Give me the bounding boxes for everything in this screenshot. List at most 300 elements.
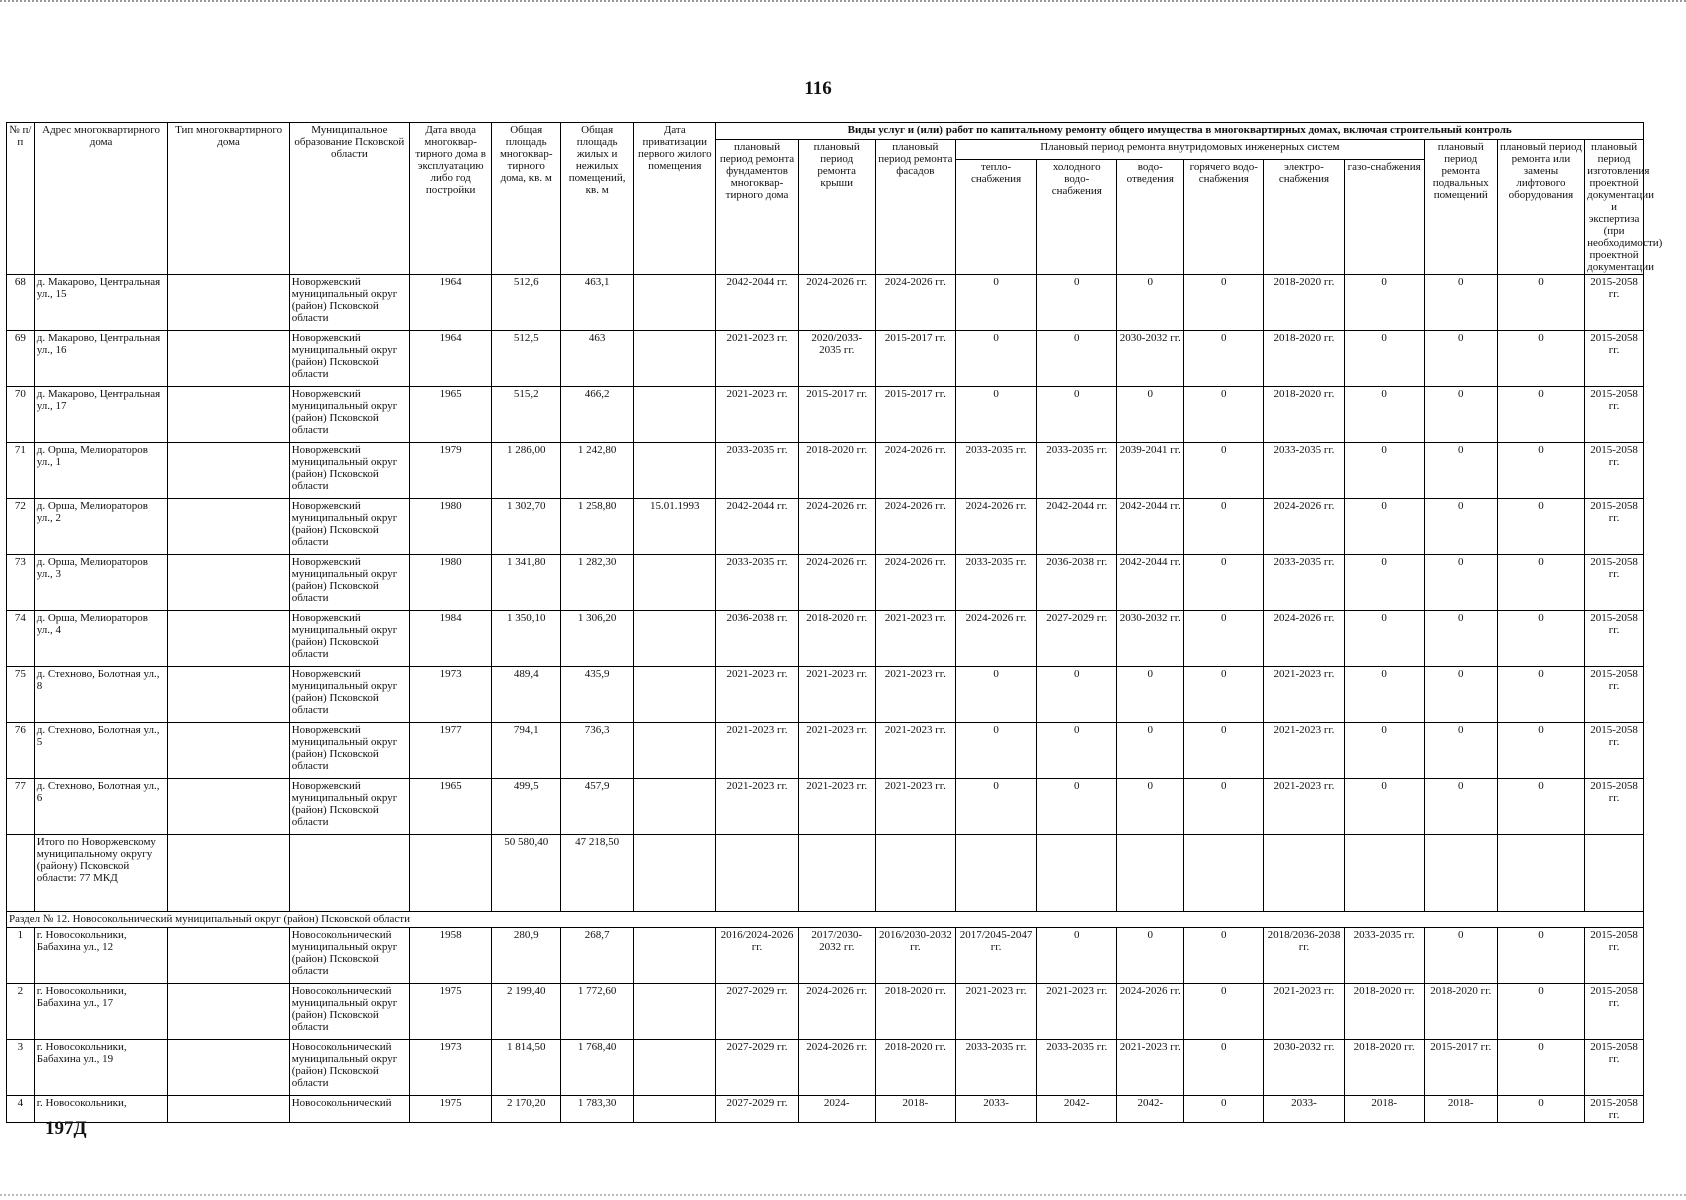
cell-foundation: 2021-2023 гг. — [716, 723, 798, 779]
total-empty-cell — [798, 835, 875, 912]
cell-living-area: 1 282,30 — [561, 555, 634, 611]
cell-address: д. Макарово, Центральная ул., 17 — [34, 387, 168, 443]
cell-hot-water: 0 — [1184, 611, 1264, 667]
cell-total-area: 1 286,00 — [492, 443, 561, 499]
cell-privatization — [634, 387, 716, 443]
cell-documentation: 2015-2058 гг. — [1585, 443, 1644, 499]
cell-electric: 2033-2035 гг. — [1264, 555, 1344, 611]
cell-roof: 2021-2023 гг. — [798, 667, 875, 723]
cell-roof: 2021-2023 гг. — [798, 723, 875, 779]
total-area-sum: 50 580,40 — [492, 835, 561, 912]
cell-municipality: Новоржевский муниципальный округ (район) Псковской области — [289, 331, 409, 387]
cell-basement: 0 — [1424, 275, 1497, 331]
cell-cold-water: 2033-2035 гг. — [1037, 1040, 1117, 1096]
cell-type — [168, 331, 289, 387]
cell-basement: 0 — [1424, 928, 1497, 984]
cell-basement: 0 — [1424, 723, 1497, 779]
cell-basement: 0 — [1424, 779, 1497, 835]
total-empty-cell — [1344, 835, 1424, 912]
cell-facade: 2018- — [875, 1096, 955, 1123]
cell-address: г. Новосокольники, — [34, 1096, 168, 1123]
section-title: Раздел № 12. Новосокольнический муниципальный округ (район) Псковской области — [7, 912, 1644, 928]
cell-type — [168, 667, 289, 723]
total-empty-cell — [1117, 835, 1184, 912]
cell-documentation: 2015-2058 гг. — [1585, 387, 1644, 443]
cell-type — [168, 499, 289, 555]
cell-elevator: 0 — [1497, 443, 1584, 499]
cell-documentation: 2015-2058 гг. — [1585, 928, 1644, 984]
cell-total-area: 499,5 — [492, 779, 561, 835]
cell-type — [168, 928, 289, 984]
cell-privatization — [634, 779, 716, 835]
cell-privatization — [634, 928, 716, 984]
cell-num: 1 — [7, 928, 35, 984]
cell-year: 1980 — [410, 499, 492, 555]
cell-heat: 0 — [955, 331, 1036, 387]
total-empty-cell — [1264, 835, 1344, 912]
cell-drainage: 2030-2032 гг. — [1117, 611, 1184, 667]
cell-living-area: 1 783,30 — [561, 1096, 634, 1123]
cell-hot-water: 0 — [1184, 928, 1264, 984]
header-gas: газо-снабжения — [1344, 160, 1424, 275]
total-empty-cell — [289, 835, 409, 912]
section-heading-row — [7, 912, 1644, 928]
cell-documentation: 2015-2058 гг. — [1585, 779, 1644, 835]
cell-cold-water: 2021-2023 гг. — [1037, 984, 1117, 1040]
cell-living-area: 1 258,80 — [561, 499, 634, 555]
cell-facade: 2018-2020 гг. — [875, 984, 955, 1040]
cell-municipality: Новосокольнический муниципальный округ (район) Псковской области — [289, 1040, 409, 1096]
cell-total-area: 512,5 — [492, 331, 561, 387]
cell-living-area: 435,9 — [561, 667, 634, 723]
cell-basement: 2018- — [1424, 1096, 1497, 1123]
cell-roof: 2024-2026 гг. — [798, 1040, 875, 1096]
total-empty-cell — [875, 835, 955, 912]
total-empty-cell — [1424, 835, 1497, 912]
header-electric: электро-снабжения — [1264, 160, 1344, 275]
table-row — [7, 275, 1644, 331]
cell-privatization — [634, 331, 716, 387]
scan-edge-bottom — [0, 1194, 1686, 1200]
cell-year: 1975 — [410, 984, 492, 1040]
cell-num: 75 — [7, 667, 35, 723]
total-empty-cell — [1497, 835, 1584, 912]
cell-heat: 0 — [955, 779, 1036, 835]
cell-municipality: Новосокольнический — [289, 1096, 409, 1123]
cell-living-area: 268,7 — [561, 928, 634, 984]
cell-electric: 2018-2020 гг. — [1264, 275, 1344, 331]
cell-address: д. Орша, Мелиораторов ул., 2 — [34, 499, 168, 555]
cell-roof: 2020/2033-2035 гг. — [798, 331, 875, 387]
table-body — [7, 275, 1644, 1123]
cell-cold-water: 0 — [1037, 387, 1117, 443]
cell-elevator: 0 — [1497, 1040, 1584, 1096]
cell-year: 1973 — [410, 1040, 492, 1096]
cell-cold-water: 0 — [1037, 275, 1117, 331]
cell-documentation: 2015-2058 гг. — [1585, 555, 1644, 611]
header-address: Адрес многоквартирного дома — [34, 123, 168, 275]
cell-drainage: 0 — [1117, 667, 1184, 723]
cell-total-area: 2 199,40 — [492, 984, 561, 1040]
table-row — [7, 387, 1644, 443]
cell-municipality: Новоржевский муниципальный округ (район) Псковской области — [289, 723, 409, 779]
cell-facade: 2021-2023 гг. — [875, 667, 955, 723]
cell-municipality: Новоржевский муниципальный округ (район) Псковской области — [289, 611, 409, 667]
cell-heat: 2024-2026 гг. — [955, 499, 1036, 555]
cell-address: д. Орша, Мелиораторов ул., 1 — [34, 443, 168, 499]
cell-cold-water: 2042- — [1037, 1096, 1117, 1123]
cell-hot-water: 0 — [1184, 331, 1264, 387]
cell-electric: 2021-2023 гг. — [1264, 984, 1344, 1040]
cell-foundation: 2021-2023 гг. — [716, 779, 798, 835]
cell-roof: 2024- — [798, 1096, 875, 1123]
cell-heat: 0 — [955, 723, 1036, 779]
header-drainage: водо-отведения — [1117, 160, 1184, 275]
total-empty-cell — [1184, 835, 1264, 912]
cell-total-area: 1 350,10 — [492, 611, 561, 667]
cell-elevator: 0 — [1497, 331, 1584, 387]
table-row — [7, 1040, 1644, 1096]
cell-type — [168, 611, 289, 667]
cell-hot-water: 0 — [1184, 984, 1264, 1040]
table-header — [7, 123, 1663, 275]
header-living-area: Общая площадь жилых и нежилых помещений, кв. м — [561, 123, 634, 275]
cell-municipality: Новоржевский муниципальный округ (район) Псковской области — [289, 443, 409, 499]
cell-drainage: 2039-2041 гг. — [1117, 443, 1184, 499]
cell-facade: 2015-2017 гг. — [875, 331, 955, 387]
cell-elevator: 0 — [1497, 275, 1584, 331]
cell-facade: 2021-2023 гг. — [875, 611, 955, 667]
header-hot-water: горячего водо-снабжения — [1184, 160, 1264, 275]
cell-facade: 2018-2020 гг. — [875, 1040, 955, 1096]
cell-address: д. Макарово, Центральная ул., 16 — [34, 331, 168, 387]
cell-gas: 2018-2020 гг. — [1344, 1040, 1424, 1096]
cell-drainage: 2042-2044 гг. — [1117, 499, 1184, 555]
cell-drainage: 2024-2026 гг. — [1117, 984, 1184, 1040]
cell-year: 1975 — [410, 1096, 492, 1123]
cell-type — [168, 1096, 289, 1123]
cell-year: 1965 — [410, 779, 492, 835]
cell-cold-water: 0 — [1037, 331, 1117, 387]
cell-year: 1980 — [410, 555, 492, 611]
cell-num: 72 — [7, 499, 35, 555]
cell-type — [168, 1040, 289, 1096]
table-row — [7, 443, 1644, 499]
table-row — [7, 928, 1644, 984]
table-row — [7, 667, 1644, 723]
cell-electric: 2024-2026 гг. — [1264, 499, 1344, 555]
cell-documentation: 2015-2058 гг. — [1585, 499, 1644, 555]
cell-total-area: 794,1 — [492, 723, 561, 779]
cell-total-area: 515,2 — [492, 387, 561, 443]
header-cold-water: холодного водо-снабжения — [1037, 160, 1117, 275]
table-row — [7, 499, 1644, 555]
total-empty-cell — [716, 835, 798, 912]
cell-year: 1973 — [410, 667, 492, 723]
header-municipality: Муниципальное образование Псковской области — [289, 123, 409, 275]
cell-living-area: 1 242,80 — [561, 443, 634, 499]
cell-elevator: 0 — [1497, 723, 1584, 779]
cell-num: 3 — [7, 1040, 35, 1096]
cell-living-area: 463,1 — [561, 275, 634, 331]
cell-gas: 0 — [1344, 723, 1424, 779]
cell-privatization — [634, 555, 716, 611]
table-row — [7, 984, 1644, 1040]
cell-gas: 2033-2035 гг. — [1344, 928, 1424, 984]
cell-facade: 2015-2017 гг. — [875, 387, 955, 443]
header-engineering: Плановый период ремонта внутридомовых инженерных систем — [955, 140, 1424, 160]
cell-gas: 0 — [1344, 779, 1424, 835]
table-row — [7, 555, 1644, 611]
cell-electric: 2033- — [1264, 1096, 1344, 1123]
cell-hot-water: 0 — [1184, 499, 1264, 555]
cell-roof: 2018-2020 гг. — [798, 443, 875, 499]
cell-electric: 2018-2020 гг. — [1264, 387, 1344, 443]
cell-cold-water: 2033-2035 гг. — [1037, 443, 1117, 499]
cell-drainage: 0 — [1117, 928, 1184, 984]
cell-total-area: 280,9 — [492, 928, 561, 984]
total-empty-cell — [634, 835, 716, 912]
header-basement: плановый период ремонта подвальных помещений — [1424, 140, 1497, 275]
cell-address: г. Новосокольники, Бабахина ул., 17 — [34, 984, 168, 1040]
cell-basement: 0 — [1424, 667, 1497, 723]
cell-address: г. Новосокольники, Бабахина ул., 12 — [34, 928, 168, 984]
cell-electric: 2021-2023 гг. — [1264, 723, 1344, 779]
cell-drainage: 2042- — [1117, 1096, 1184, 1123]
capital-repair-table — [6, 122, 1663, 1123]
cell-address: г. Новосокольники, Бабахина ул., 19 — [34, 1040, 168, 1096]
cell-living-area: 1 768,40 — [561, 1040, 634, 1096]
table-row — [7, 779, 1644, 835]
cell-hot-water: 0 — [1184, 555, 1264, 611]
cell-heat: 2017/2045-2047 гг. — [955, 928, 1036, 984]
total-empty-cell — [410, 835, 492, 912]
cell-year: 1979 — [410, 443, 492, 499]
header-commissioning: Дата ввода многоквар-тирного дома в эксплуатацию либо год постройки — [410, 123, 492, 275]
table-row — [7, 331, 1644, 387]
cell-documentation: 2015-2058 гг. — [1585, 984, 1644, 1040]
cell-facade: 2024-2026 гг. — [875, 499, 955, 555]
cell-num: 2 — [7, 984, 35, 1040]
cell-type — [168, 275, 289, 331]
cell-privatization — [634, 275, 716, 331]
total-label: Итого по Новоржевскому муниципальному округу (району) Псковской области: 77 МКД — [34, 835, 168, 912]
cell-cold-water: 0 — [1037, 667, 1117, 723]
cell-elevator: 0 — [1497, 984, 1584, 1040]
cell-total-area: 512,6 — [492, 275, 561, 331]
cell-year: 1964 — [410, 275, 492, 331]
cell-total-area: 1 341,80 — [492, 555, 561, 611]
cell-type — [168, 723, 289, 779]
cell-privatization: 15.01.1993 — [634, 499, 716, 555]
cell-elevator: 0 — [1497, 499, 1584, 555]
cell-hot-water: 0 — [1184, 275, 1264, 331]
cell-drainage: 2021-2023 гг. — [1117, 1040, 1184, 1096]
cell-foundation: 2033-2035 гг. — [716, 555, 798, 611]
cell-documentation: 2015-2058 гг. — [1585, 1040, 1644, 1096]
cell-living-area: 466,2 — [561, 387, 634, 443]
header-documentation: плановый период изготовления проектной документации и экспертиза (при необходимости) проектной документации — [1585, 140, 1644, 275]
cell-living-area: 736,3 — [561, 723, 634, 779]
cell-gas: 0 — [1344, 611, 1424, 667]
cell-year: 1965 — [410, 387, 492, 443]
cell-documentation: 2015-2058 гг. — [1585, 723, 1644, 779]
living-area-sum: 47 218,50 — [561, 835, 634, 912]
table-row — [7, 723, 1644, 779]
cell-municipality: Новоржевский муниципальный округ (район) Псковской области — [289, 667, 409, 723]
header-total-area: Общая площадь многоквар-тирного дома, кв. м — [492, 123, 561, 275]
cell-electric: 2024-2026 гг. — [1264, 611, 1344, 667]
header-facade: плановый период ремонта фасадов — [875, 140, 955, 275]
cell-roof: 2024-2026 гг. — [798, 984, 875, 1040]
cell-roof: 2024-2026 гг. — [798, 499, 875, 555]
cell-heat: 2033- — [955, 1096, 1036, 1123]
cell-facade: 2024-2026 гг. — [875, 555, 955, 611]
cell-foundation: 2027-2029 гг. — [716, 1040, 798, 1096]
cell-foundation: 2036-2038 гг. — [716, 611, 798, 667]
cell-foundation: 2042-2044 гг. — [716, 499, 798, 555]
document-code: 197Д — [45, 1118, 87, 1139]
cell-cold-water: 2036-2038 гг. — [1037, 555, 1117, 611]
cell-num: 73 — [7, 555, 35, 611]
cell-elevator: 0 — [1497, 779, 1584, 835]
cell-gas: 0 — [1344, 443, 1424, 499]
cell-privatization — [634, 667, 716, 723]
header-roof: плановый период ремонта крыши — [798, 140, 875, 275]
cell-living-area: 457,9 — [561, 779, 634, 835]
cell-year: 1984 — [410, 611, 492, 667]
cell-drainage: 0 — [1117, 723, 1184, 779]
cell-facade: 2024-2026 гг. — [875, 275, 955, 331]
cell-living-area: 1 772,60 — [561, 984, 634, 1040]
cell-heat: 2033-2035 гг. — [955, 555, 1036, 611]
cell-num: 74 — [7, 611, 35, 667]
cell-total-area: 1 814,50 — [492, 1040, 561, 1096]
cell-year: 1977 — [410, 723, 492, 779]
cell-gas: 0 — [1344, 387, 1424, 443]
cell-gas: 2018- — [1344, 1096, 1424, 1123]
cell-cold-water: 0 — [1037, 723, 1117, 779]
cell-foundation: 2027-2029 гг. — [716, 984, 798, 1040]
cell-drainage: 2030-2032 гг. — [1117, 331, 1184, 387]
header-type: Тип многоквартирного дома — [168, 123, 289, 275]
total-empty-cell — [1037, 835, 1117, 912]
total-row — [7, 835, 1644, 912]
cell-roof: 2018-2020 гг. — [798, 611, 875, 667]
cell-hot-water: 0 — [1184, 723, 1264, 779]
cell-documentation: 2015-2058 гг. — [1585, 611, 1644, 667]
cell-num: 71 — [7, 443, 35, 499]
cell-municipality: Новоржевский муниципальный округ (район) Псковской области — [289, 499, 409, 555]
cell-elevator: 0 — [1497, 1096, 1584, 1123]
cell-heat: 2024-2026 гг. — [955, 611, 1036, 667]
cell-type — [168, 443, 289, 499]
cell-num: 68 — [7, 275, 35, 331]
cell-privatization — [634, 1096, 716, 1123]
page-number: 116 — [804, 78, 832, 99]
cell-drainage: 0 — [1117, 779, 1184, 835]
cell-electric: 2018-2020 гг. — [1264, 331, 1344, 387]
cell-hot-water: 0 — [1184, 1096, 1264, 1123]
cell-num: 4 — [7, 1096, 35, 1123]
cell-total-area: 1 302,70 — [492, 499, 561, 555]
cell-num: 77 — [7, 779, 35, 835]
cell-roof: 2017/2030-2032 гг. — [798, 928, 875, 984]
cell-drainage: 2042-2044 гг. — [1117, 555, 1184, 611]
cell-address: д. Стехново, Болотная ул., 5 — [34, 723, 168, 779]
cell-facade: 2024-2026 гг. — [875, 443, 955, 499]
cell-address: д. Орша, Мелиораторов ул., 4 — [34, 611, 168, 667]
cell-documentation: 2015-2058 гг. — [1585, 1096, 1644, 1123]
cell-foundation: 2027-2029 гг. — [716, 1096, 798, 1123]
cell-basement: 2018-2020 гг. — [1424, 984, 1497, 1040]
cell-elevator: 0 — [1497, 667, 1584, 723]
cell-documentation: 2015-2058 гг. — [1585, 667, 1644, 723]
cell-drainage: 0 — [1117, 387, 1184, 443]
scan-edge-top — [0, 0, 1686, 6]
cell-privatization — [634, 723, 716, 779]
cell-hot-water: 0 — [1184, 443, 1264, 499]
cell-roof: 2015-2017 гг. — [798, 387, 875, 443]
total-empty-cell — [168, 835, 289, 912]
cell-hot-water: 0 — [1184, 779, 1264, 835]
cell-drainage: 0 — [1117, 275, 1184, 331]
cell-basement: 0 — [1424, 331, 1497, 387]
cell-electric: 2033-2035 гг. — [1264, 443, 1344, 499]
cell-electric: 2021-2023 гг. — [1264, 667, 1344, 723]
cell-privatization — [634, 443, 716, 499]
total-empty-cell — [7, 835, 35, 912]
cell-basement: 0 — [1424, 499, 1497, 555]
cell-privatization — [634, 984, 716, 1040]
table-row — [7, 1096, 1644, 1123]
cell-hot-water: 0 — [1184, 387, 1264, 443]
header-services: Виды услуг и (или) работ по капитальному ремонту общего имущества в многоквартирных домах, включая строительный контроль — [716, 123, 1644, 140]
cell-num: 76 — [7, 723, 35, 779]
cell-cold-water: 2042-2044 гг. — [1037, 499, 1117, 555]
cell-roof: 2021-2023 гг. — [798, 779, 875, 835]
cell-electric: 2018/2036-2038 гг. — [1264, 928, 1344, 984]
cell-cold-water: 2027-2029 гг. — [1037, 611, 1117, 667]
cell-elevator: 0 — [1497, 928, 1584, 984]
cell-roof: 2024-2026 гг. — [798, 555, 875, 611]
cell-type — [168, 387, 289, 443]
cell-hot-water: 0 — [1184, 667, 1264, 723]
cell-heat: 2021-2023 гг. — [955, 984, 1036, 1040]
cell-elevator: 0 — [1497, 611, 1584, 667]
cell-living-area: 463 — [561, 331, 634, 387]
cell-documentation: 2015-2058 гг. — [1585, 331, 1644, 387]
cell-foundation: 2042-2044 гг. — [716, 275, 798, 331]
cell-living-area: 1 306,20 — [561, 611, 634, 667]
cell-num: 69 — [7, 331, 35, 387]
header-foundation: плановый период ремонта фундаментов многоквар-тирного дома — [716, 140, 798, 275]
cell-municipality: Новоржевский муниципальный округ (район) Псковской области — [289, 387, 409, 443]
cell-foundation: 2016/2024-2026 гг. — [716, 928, 798, 984]
cell-heat: 2033-2035 гг. — [955, 1040, 1036, 1096]
cell-heat: 0 — [955, 275, 1036, 331]
cell-municipality: Новоржевский муниципальный округ (район) Псковской области — [289, 555, 409, 611]
cell-gas: 0 — [1344, 331, 1424, 387]
cell-hot-water: 0 — [1184, 1040, 1264, 1096]
cell-address: д. Орша, Мелиораторов ул., 3 — [34, 555, 168, 611]
cell-foundation: 2021-2023 гг. — [716, 331, 798, 387]
cell-heat: 2033-2035 гг. — [955, 443, 1036, 499]
cell-total-area: 2 170,20 — [492, 1096, 561, 1123]
cell-privatization — [634, 1040, 716, 1096]
cell-municipality: Новоржевский муниципальный округ (район) Псковской области — [289, 779, 409, 835]
cell-gas: 0 — [1344, 275, 1424, 331]
